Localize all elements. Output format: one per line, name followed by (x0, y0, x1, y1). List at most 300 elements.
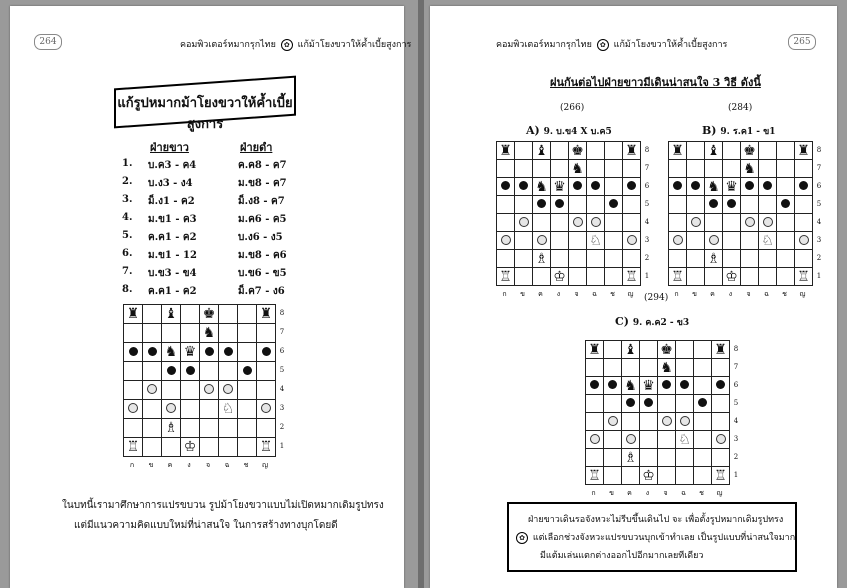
white-piece-icon: ♔ (553, 268, 566, 285)
bottom-text-line-1: ในบทนี้เรามาศึกษาการแปรขบวน รูปม้าโยงขวาแบบไม่เปิดหมากเดิมรูปทรง (62, 500, 384, 511)
board-square (741, 160, 759, 178)
board-square (551, 160, 569, 178)
black-pawn-icon (186, 366, 195, 375)
move-number: 2. (122, 176, 133, 187)
board-square (795, 160, 813, 178)
white-pawn-icon (204, 384, 214, 394)
board-square (200, 362, 219, 381)
board-square (181, 438, 200, 457)
board-square (705, 196, 723, 214)
board-square (604, 395, 622, 413)
board-square (533, 142, 551, 160)
board-square (497, 178, 515, 196)
column-white-heading: ฝ่ายขาว (150, 141, 189, 154)
rank-label: 2 (644, 253, 650, 262)
board-square (676, 467, 694, 485)
board-square (669, 268, 687, 286)
white-piece-icon: ♖ (625, 268, 638, 285)
board-ref-b: (284) (728, 103, 753, 113)
board-square (705, 214, 723, 232)
board-square (694, 431, 712, 449)
rank-label: 2 (816, 253, 822, 262)
board-square (219, 324, 238, 343)
white-pawn-icon (147, 384, 157, 394)
title-banner: แก้รูปหมากม้าโยงขวาให้ค้ำเบี้ยสูงการ (117, 96, 293, 132)
rank-label: 6 (644, 181, 650, 190)
board-square (124, 343, 143, 362)
board-square (669, 160, 687, 178)
board-square (622, 341, 640, 359)
black-pawn-icon (224, 347, 233, 356)
move-number: 8. (122, 284, 133, 295)
white-piece-icon: ♗ (164, 420, 178, 436)
board-square (795, 250, 813, 268)
board-square (605, 196, 623, 214)
black-pawn-icon (609, 199, 618, 208)
board-square (497, 214, 515, 232)
board-square (640, 467, 658, 485)
file-label: จ (663, 489, 668, 497)
rank-label: 1 (644, 271, 650, 280)
move-white: ม.ข1 - ค3 (148, 214, 197, 225)
board-square (676, 431, 694, 449)
move-black: ม็.ค7 - ง6 (238, 286, 285, 297)
board-square (219, 362, 238, 381)
move-number: 5. (122, 230, 133, 241)
page-number: 264 (34, 34, 62, 50)
board-square (676, 449, 694, 467)
board-square (587, 268, 605, 286)
rank-label: 1 (816, 271, 822, 280)
black-pawn-icon (745, 181, 754, 190)
rank-label: 1 (279, 442, 285, 450)
board-square (238, 324, 257, 343)
board-square (181, 305, 200, 324)
board-square (569, 250, 587, 268)
black-pawn-icon (537, 199, 546, 208)
board-square (533, 196, 551, 214)
board-square (605, 268, 623, 286)
board-square (605, 250, 623, 268)
board-square (622, 359, 640, 377)
board-square (605, 142, 623, 160)
board-square (604, 449, 622, 467)
board-square (238, 438, 257, 457)
board-square (622, 395, 640, 413)
note-line-3: มีแต้มเล่นแตกต่างออกไปอีกมากเลยทีเดียว (540, 551, 704, 561)
rank-label: 7 (644, 163, 650, 172)
file-label: ญ (627, 290, 634, 298)
move-white: บ.ง3 - ง4 (148, 178, 193, 189)
board-square (587, 142, 605, 160)
white-pawn-icon (166, 403, 176, 413)
black-piece-icon: ♜ (259, 306, 273, 322)
board-square (623, 196, 641, 214)
board-square (551, 250, 569, 268)
bottom-text-line-2: แต่มีแนวความคิดแบบใหม่ที่น่าสนใจ ในการสร้างทางบุกโดยดี (74, 520, 338, 531)
board-square (712, 449, 730, 467)
board-label-a: A) 9. บ.ข4 X บ.ค5 (526, 124, 612, 137)
board-square (676, 413, 694, 431)
board-square (712, 467, 730, 485)
page-divider (418, 0, 424, 588)
black-pawn-icon (148, 347, 157, 356)
board-square (658, 377, 676, 395)
board-square (622, 431, 640, 449)
file-label: ช (610, 290, 615, 298)
board-square (533, 232, 551, 250)
black-piece-icon: ♜ (714, 341, 727, 358)
move-number: 1. (122, 158, 133, 169)
board-square (622, 449, 640, 467)
board-square (257, 343, 276, 362)
board-square (200, 438, 219, 457)
chess-board-c (585, 340, 739, 497)
file-label: ฉ (224, 461, 230, 469)
board-square (124, 362, 143, 381)
board-square (497, 196, 515, 214)
board-square (143, 381, 162, 400)
file-label: ญ (716, 489, 723, 497)
board-square (162, 343, 181, 362)
rank-label: 5 (816, 199, 822, 208)
board-square (533, 268, 551, 286)
page-title: ฝนกันต่อไปฝ่ายขาวมีเดินน่าสนใจ 3 วิธี ดังนี้ (550, 76, 761, 89)
white-pawn-icon (608, 416, 618, 426)
file-label: ฉ (592, 290, 597, 298)
board-square (533, 214, 551, 232)
board-square (143, 438, 162, 457)
board-square (759, 232, 777, 250)
board-square (162, 438, 181, 457)
white-piece-icon: ♖ (671, 268, 684, 285)
board-square (586, 395, 604, 413)
white-piece-icon: ♗ (624, 449, 637, 466)
board-square (200, 419, 219, 438)
board-square (551, 232, 569, 250)
board-square (723, 196, 741, 214)
board-square (741, 142, 759, 160)
black-piece-icon: ♞ (571, 160, 584, 177)
board-square (551, 196, 569, 214)
right-page (430, 6, 837, 588)
board-square (705, 142, 723, 160)
rank-label: 7 (279, 328, 285, 336)
rank-label: 8 (816, 145, 822, 154)
black-piece-icon: ♜ (126, 306, 140, 322)
board-square (257, 305, 276, 324)
black-pawn-icon (763, 181, 772, 190)
logo-icon: ✿ (597, 39, 609, 51)
white-piece-icon: ♖ (588, 467, 601, 484)
header-tail: แก้ม้าโยงขวาให้ค้ำเบี้ยสูงการ (297, 40, 412, 50)
black-pawn-icon (608, 380, 617, 389)
black-piece-icon: ♜ (588, 341, 601, 358)
black-piece-icon: ♛ (642, 377, 655, 394)
white-pawn-icon (673, 235, 683, 245)
board-square (162, 400, 181, 419)
board-square (759, 178, 777, 196)
file-label: ง (187, 461, 191, 469)
white-pawn-icon (591, 217, 601, 227)
white-pawn-icon (763, 217, 773, 227)
black-piece-icon: ♝ (624, 341, 637, 358)
board-square (687, 268, 705, 286)
board-square (723, 250, 741, 268)
white-piece-icon: ♖ (259, 439, 273, 455)
board-square (777, 250, 795, 268)
black-piece-icon: ♜ (625, 142, 638, 159)
board-square (219, 400, 238, 419)
board-square (497, 250, 515, 268)
board-square (604, 413, 622, 431)
board-square (515, 142, 533, 160)
rank-label: 7 (733, 362, 739, 371)
board-square (257, 381, 276, 400)
board-square (257, 438, 276, 457)
note-line-2: ✿ แต่เลือกช่วงจังหวะแปรขบวนบุกเข้าทำเลย เป็นรูปแบบที่น่าสนใจมาก (514, 530, 795, 544)
board-square (777, 178, 795, 196)
board-square (143, 305, 162, 324)
black-piece-icon: ♚ (202, 306, 216, 322)
board-square (640, 449, 658, 467)
rank-label: 2 (279, 423, 285, 431)
white-pawn-icon (128, 403, 138, 413)
board-square (640, 413, 658, 431)
board-square (741, 196, 759, 214)
board-square (238, 400, 257, 419)
board-square (694, 359, 712, 377)
white-pawn-icon (716, 434, 726, 444)
board-square (669, 232, 687, 250)
board-square (586, 341, 604, 359)
board-square (687, 196, 705, 214)
board-square (569, 232, 587, 250)
black-pawn-icon (673, 181, 682, 190)
file-label: จ (574, 290, 579, 298)
board-square (586, 413, 604, 431)
board-square (515, 250, 533, 268)
board-square (604, 377, 622, 395)
header-tail: แก้ม้าโยงขวาให้ค้ำเบี้ยสูงการ (613, 40, 728, 50)
board-square (705, 178, 723, 196)
header-text: คอมพิวเตอร์หมากรุกไทย (496, 40, 592, 50)
board-square (200, 343, 219, 362)
black-piece-icon: ♚ (743, 142, 756, 159)
black-piece-icon: ♛ (725, 178, 738, 195)
board-square (605, 232, 623, 250)
board-square (777, 196, 795, 214)
board-square (658, 359, 676, 377)
move-white: ค.ค1 - ค2 (148, 232, 197, 243)
rank-label: 4 (279, 385, 285, 393)
board-label-c: C) 9. ค.ค2 - ข3 (615, 315, 690, 328)
board-square (162, 362, 181, 381)
page-number: 265 (788, 34, 816, 50)
board-square (640, 359, 658, 377)
board-square (497, 232, 515, 250)
white-pawn-icon (501, 235, 511, 245)
rank-label: 4 (816, 217, 822, 226)
white-pawn-icon (662, 416, 672, 426)
white-pawn-icon (799, 235, 809, 245)
white-piece-icon: ♘ (678, 431, 691, 448)
black-piece-icon: ♞ (660, 359, 673, 376)
rank-label: 3 (816, 235, 822, 244)
black-piece-icon: ♝ (535, 142, 548, 159)
white-pawn-icon (691, 217, 701, 227)
board-square (569, 214, 587, 232)
black-pawn-icon (590, 380, 599, 389)
black-pawn-icon (262, 347, 271, 356)
board-square (723, 178, 741, 196)
rank-label: 8 (644, 145, 650, 154)
board-square (777, 160, 795, 178)
board-square (759, 250, 777, 268)
board-square (586, 449, 604, 467)
rank-label: 3 (279, 404, 285, 412)
move-black: บ.ข6 - ข5 (238, 268, 287, 279)
logo-icon: ✿ (281, 39, 293, 51)
board-square (551, 268, 569, 286)
board-square (705, 268, 723, 286)
board-square (723, 160, 741, 178)
chess-board-b (668, 141, 822, 298)
black-piece-icon: ♞ (624, 377, 637, 394)
black-pawn-icon (799, 181, 808, 190)
rank-label: 1 (733, 470, 739, 479)
black-pawn-icon (501, 181, 510, 190)
board-square (238, 419, 257, 438)
board-square (741, 268, 759, 286)
board-square (143, 324, 162, 343)
black-piece-icon: ♞ (743, 160, 756, 177)
black-pawn-icon (698, 398, 707, 407)
logo-icon: ✿ (516, 532, 528, 544)
move-number: 4. (122, 212, 133, 223)
black-pawn-icon (591, 181, 600, 190)
move-black: บ.ง6 - ง5 (238, 232, 283, 243)
board-square (759, 214, 777, 232)
black-piece-icon: ♝ (707, 142, 720, 159)
board-square (200, 381, 219, 400)
board-square (257, 362, 276, 381)
white-piece-icon: ♘ (221, 401, 235, 417)
file-label: ข (520, 290, 525, 298)
board-square (759, 142, 777, 160)
board-square (586, 467, 604, 485)
board-square (181, 381, 200, 400)
board-square (124, 438, 143, 457)
move-black: ค.ค8 - ค7 (238, 160, 287, 171)
board-square (712, 341, 730, 359)
black-pawn-icon (781, 199, 790, 208)
left-page (10, 6, 412, 588)
board-square (586, 377, 604, 395)
rank-label: 5 (733, 398, 739, 407)
board-square (623, 250, 641, 268)
board-square (795, 268, 813, 286)
board-square (623, 232, 641, 250)
file-label: ฉ (764, 290, 769, 298)
board-square (759, 196, 777, 214)
board-square (623, 178, 641, 196)
board-square (687, 214, 705, 232)
move-black: ม.ข8 - ค6 (238, 250, 287, 261)
board-square (200, 324, 219, 343)
board-square (658, 341, 676, 359)
board-square (759, 160, 777, 178)
board-square (687, 160, 705, 178)
board-square (777, 214, 795, 232)
rank-label: 8 (279, 309, 285, 317)
white-pawn-icon (709, 235, 719, 245)
board-square (705, 160, 723, 178)
board-square (622, 413, 640, 431)
board-square (181, 324, 200, 343)
board-square (623, 142, 641, 160)
rank-label: 4 (644, 217, 650, 226)
board-square (515, 232, 533, 250)
board-square (587, 214, 605, 232)
board-square (569, 142, 587, 160)
rank-label: 3 (644, 235, 650, 244)
board-square (124, 324, 143, 343)
board-square (238, 381, 257, 400)
board-square (694, 449, 712, 467)
white-piece-icon: ♔ (642, 467, 655, 484)
board-square (257, 419, 276, 438)
board-square (604, 431, 622, 449)
white-piece-icon: ♗ (707, 250, 720, 267)
board-square (669, 214, 687, 232)
board-square (162, 305, 181, 324)
board-square (124, 400, 143, 419)
board-square (569, 268, 587, 286)
board-square (623, 160, 641, 178)
board-square (587, 196, 605, 214)
board-square (551, 142, 569, 160)
black-pawn-icon (709, 199, 718, 208)
header-text: คอมพิวเตอร์หมากรุกไทย (180, 40, 276, 50)
file-label: ช (699, 489, 704, 497)
page-header (180, 37, 411, 51)
board-square (712, 413, 730, 431)
board-square (238, 362, 257, 381)
file-label: จ (205, 461, 211, 469)
white-piece-icon: ♖ (499, 268, 512, 285)
board-square (694, 467, 712, 485)
white-piece-icon: ♘ (589, 232, 602, 249)
board-square (569, 178, 587, 196)
board-square (705, 232, 723, 250)
board-square (533, 160, 551, 178)
chess-board-a (496, 141, 650, 298)
black-piece-icon: ♚ (571, 142, 584, 159)
board-square (712, 431, 730, 449)
black-pawn-icon (555, 199, 564, 208)
file-label: ช (243, 461, 249, 469)
board-square (640, 377, 658, 395)
white-pawn-icon (745, 217, 755, 227)
file-label: ก (502, 290, 507, 298)
board-square (669, 178, 687, 196)
file-label: ค (538, 290, 543, 298)
white-pawn-icon (626, 434, 636, 444)
board-square (238, 343, 257, 362)
board-square (162, 381, 181, 400)
board-square (658, 395, 676, 413)
